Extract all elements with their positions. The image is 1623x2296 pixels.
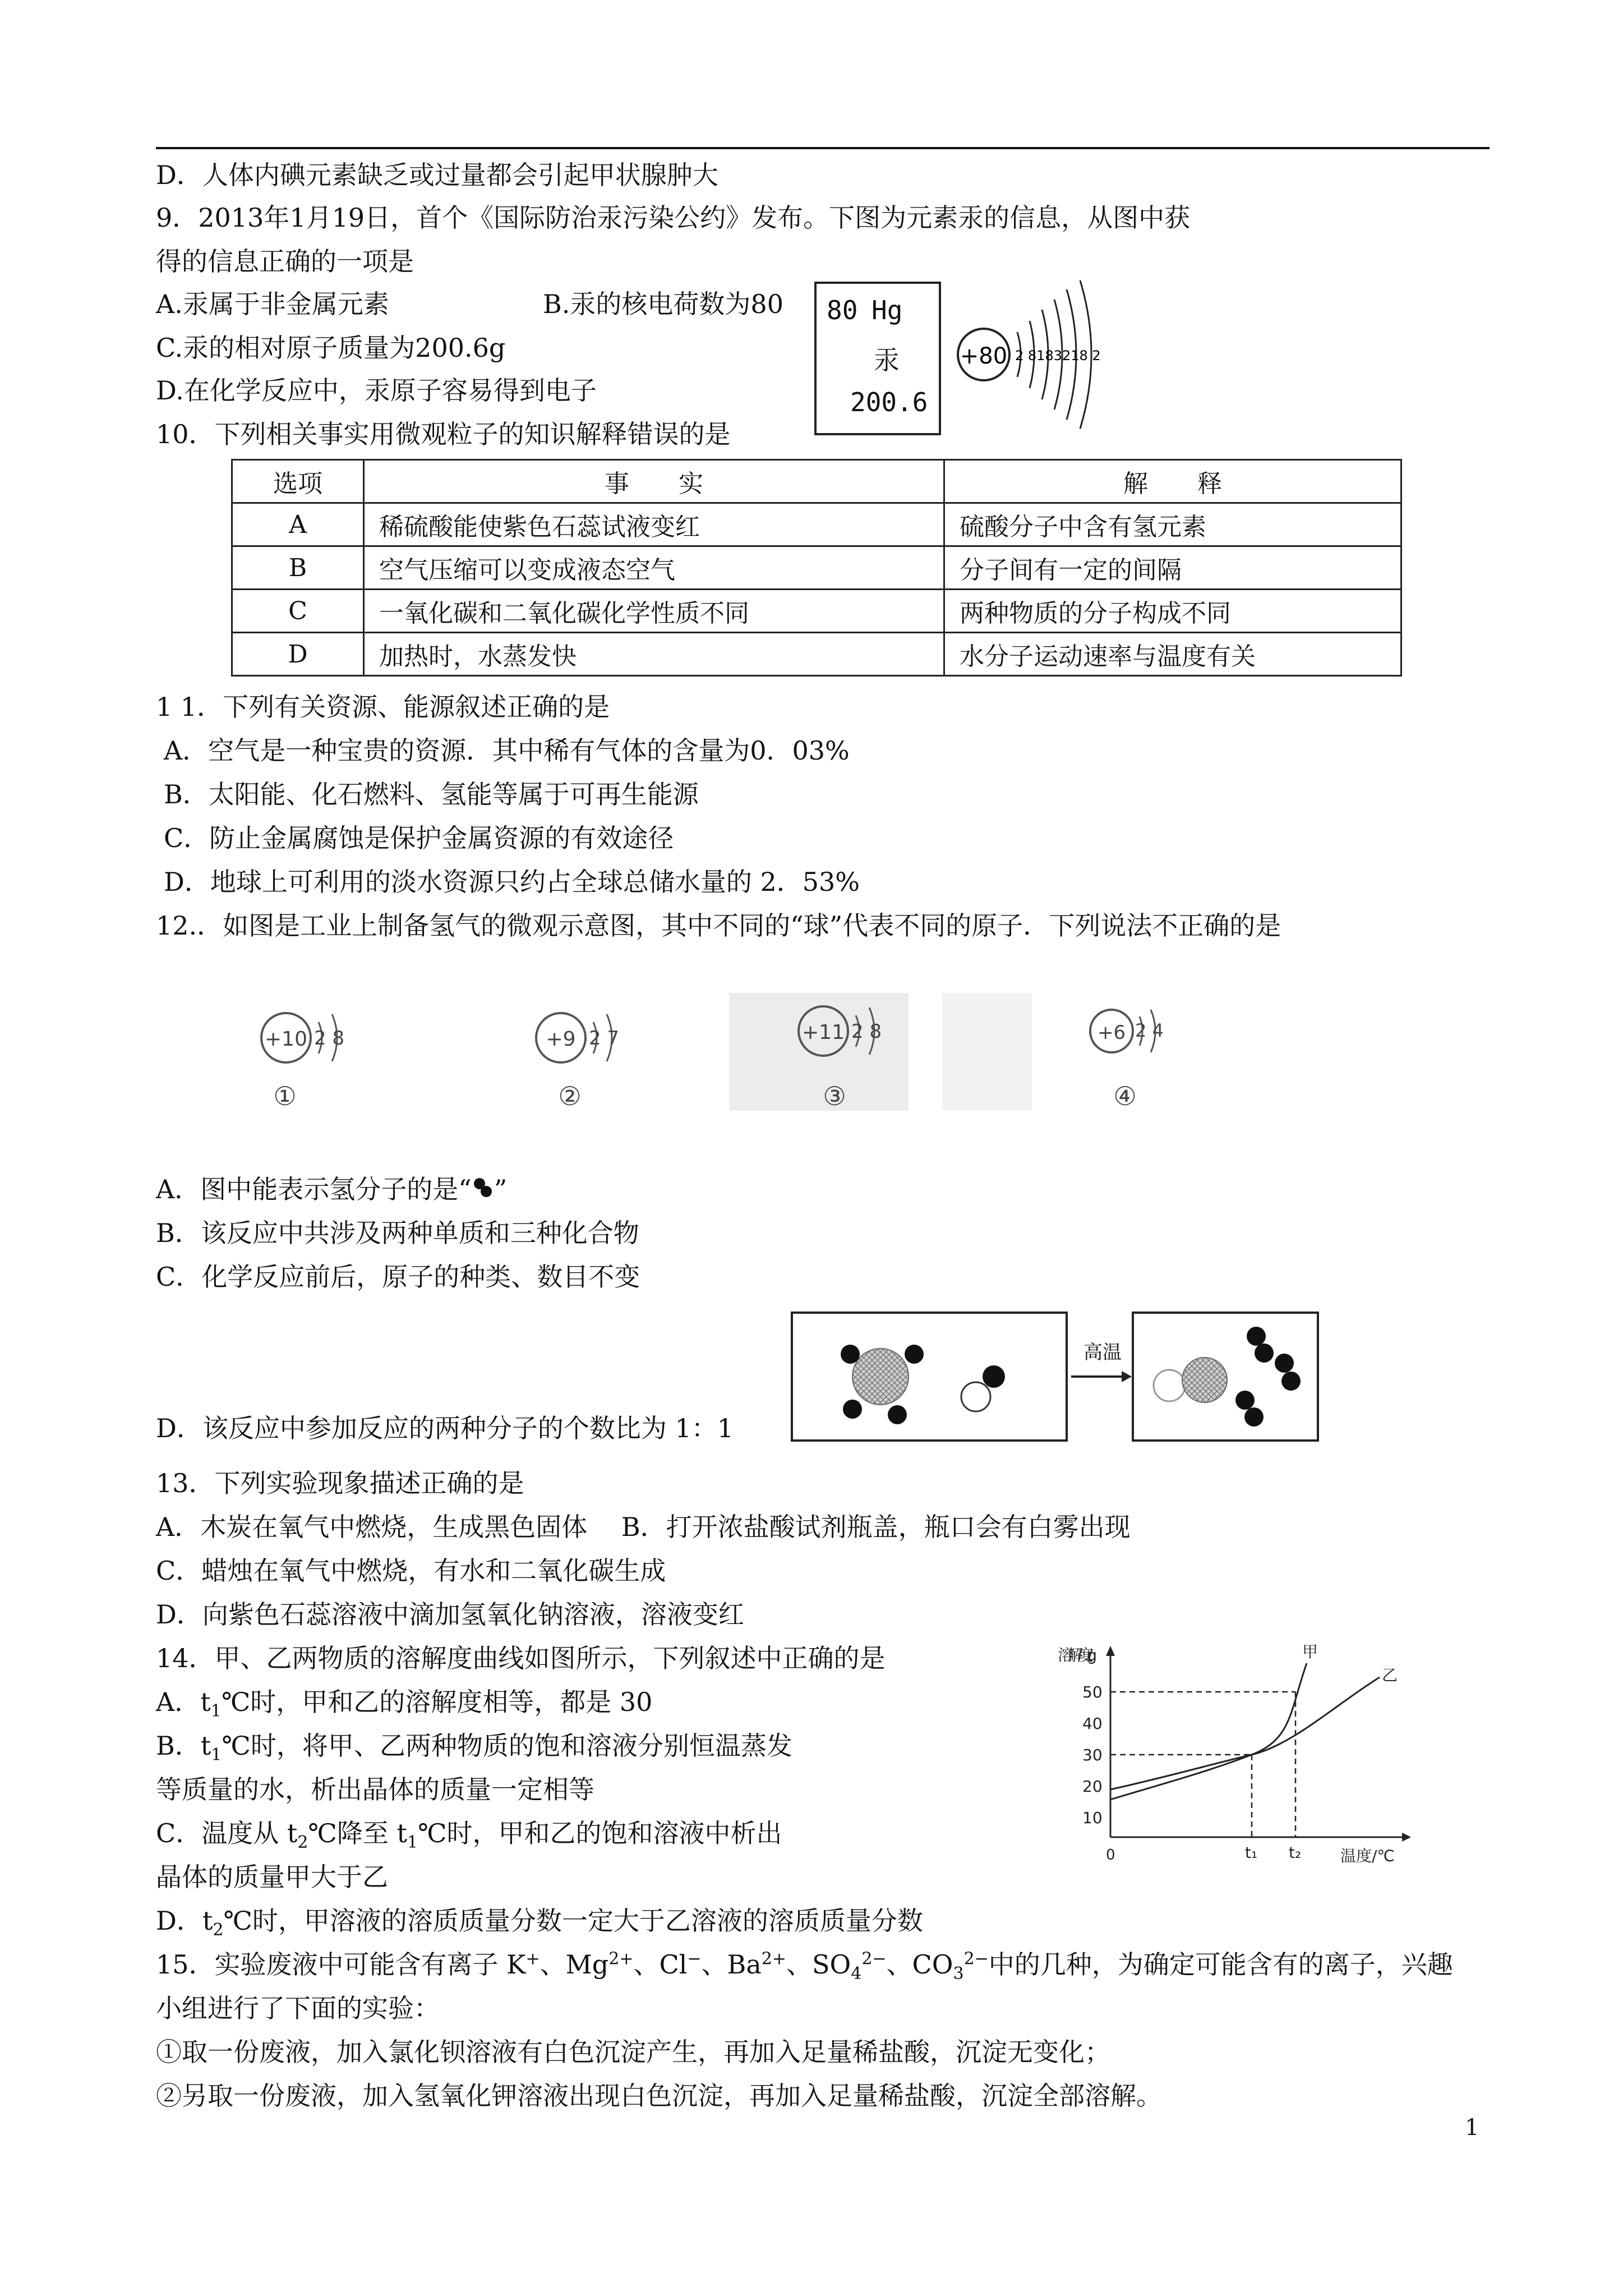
svg-text:+10: +10 — [265, 1028, 307, 1051]
svg-text:①: ① — [273, 1081, 297, 1111]
series-jia-curve — [1110, 1663, 1307, 1800]
q10-table — [231, 459, 1402, 677]
q11-option-a: A．空气是一种宝贵的资源．其中稀有气体的含量为0．03% — [164, 735, 850, 766]
q14-option-c: C．温度从 $t_2℃$降至 $t_1℃$时，甲和乙的饱和溶液中析出 — [156, 1818, 782, 1853]
svg-text:+11: +11 — [802, 1021, 845, 1044]
q9-stem: 9．2013年1月19日，首个《国际防治汞污染公约》发布。下图为元素汞的信息，从图中获 — [156, 203, 1191, 233]
mercury-nucleus-charge: +80 — [960, 343, 1008, 369]
atom-diagram-4 — [1090, 1010, 1164, 1111]
q9-option-c: C.汞的相对原子质量为200.6g — [156, 333, 506, 363]
q13-option-c: C．蜡烛在氧气中燃烧，有水和二氧化碳生成 — [156, 1556, 666, 1586]
table-cell: 空气压缩可以变成液态空气 — [364, 546, 944, 590]
table-cell: 稀硫酸能使紫色石蕊试液变红 — [364, 503, 944, 546]
solubility-curve-chart — [1043, 1638, 1424, 1885]
y-tick-50: 50 — [1082, 1683, 1103, 1701]
table-cell: B — [232, 546, 364, 590]
q14-stem: 14．甲、乙两物质的溶解度曲线如图所示，下列叙述中正确的是 — [156, 1643, 886, 1673]
table-cell: 硫酸分子中含有氢元素 — [944, 503, 1401, 546]
q12-stem: 12.．如图是工业上制备氢气的微观示意图，其中不同的“球”代表不同的原子．下列说法不正确的是 — [156, 910, 1281, 941]
svg-text:+6: +6 — [1097, 1022, 1126, 1044]
table-row — [232, 546, 1401, 590]
table-row — [232, 633, 1401, 676]
series-yi-curve — [1110, 1677, 1380, 1789]
atom-diagram-1 — [261, 1013, 344, 1111]
mercury-shell-electrons: 2 8183218 2 — [1015, 348, 1101, 364]
svg-text:④: ④ — [1113, 1081, 1137, 1111]
series-jia-label: 甲 — [1302, 1642, 1318, 1661]
hydrogen-molecule-icon — [472, 1176, 494, 1200]
y-tick-40: 40 — [1082, 1714, 1103, 1733]
table-row — [232, 590, 1401, 633]
q13-option-ab: A．木炭在氧气中燃烧，生成黑色固体 B．打开浓盐酸试剂瓶盖，瓶口会有白雾出现 — [156, 1512, 1131, 1542]
q11-option-b: B．太阳能、化石燃料、氢能等属于可再生能源 — [164, 779, 699, 809]
q14-option-a: A．$t_1℃$时，甲和乙的溶解度相等，都是 30 — [156, 1687, 653, 1722]
reaction-condition: 高温 — [1083, 1341, 1122, 1364]
q15-step-2: ②另取一份废液，加入氢氧化钾溶液出现白色沉淀，再加入足量稀盐酸，沉淀全部溶解。 — [156, 2081, 1162, 2111]
q14-option-b: B．$t_1℃$时，将甲、乙两种物质的饱和溶液分别恒温蒸发 — [156, 1731, 792, 1765]
y-tick-10: 10 — [1082, 1809, 1103, 1827]
table-header: 事 实 — [364, 460, 944, 503]
q12-option-a-text: A．图中能表示氢分子的是“ — [156, 1174, 472, 1204]
q14-option-c-cont: 晶体的质量甲大于乙 — [156, 1862, 388, 1892]
q9-option-a: A.汞属于非金属元素 — [156, 289, 389, 319]
table-header-row — [232, 460, 1401, 503]
svg-text:②: ② — [558, 1081, 582, 1111]
q15-step-1: ①取一份废液，加入氯化钡溶液有白色沉淀产生，再加入足量稀盐酸，沉淀无变化； — [156, 2037, 1110, 2067]
q12-option-a-close-quote: ” — [494, 1174, 508, 1204]
table-cell: 加热时，水蒸发快 — [364, 633, 944, 676]
svg-text:2 8: 2 8 — [314, 1027, 345, 1050]
q8-option-d: D．人体内碘元素缺乏或过量都会引起甲状腺肿大 — [156, 160, 718, 190]
origin-label: 0 — [1106, 1847, 1115, 1864]
svg-text:2 8: 2 8 — [851, 1020, 882, 1043]
atomic-number: 80 — [827, 295, 858, 325]
q11-stem: 1 1．下列有关资源、能源叙述正确的是 — [156, 692, 610, 722]
series-yi-label: 乙 — [1382, 1666, 1398, 1685]
q14-option-b-cont: 等质量的水，析出晶体的质量一定相等 — [156, 1774, 594, 1805]
table-row — [232, 503, 1401, 546]
x-tick-t1: t₁ — [1245, 1843, 1258, 1862]
y-axis-label: 溶解度/g — [1058, 1646, 1097, 1664]
q9-option-d: D.在化学反应中，汞原子容易得到电子 — [156, 375, 597, 406]
y-axis-arrow-icon — [1106, 1646, 1115, 1656]
mercury-atom-structure — [947, 265, 1115, 433]
x-tick-t2: t₂ — [1289, 1843, 1302, 1862]
q9-option-b: B.汞的核电荷数为80 — [543, 289, 783, 319]
svg-text:2 7: 2 7 — [589, 1027, 620, 1050]
table-cell: A — [232, 503, 364, 546]
page-number: 1 — [1465, 2115, 1479, 2141]
q12-option-a — [156, 1172, 507, 1206]
reaction-micro-diagram — [791, 1307, 1324, 1447]
table-header: 解 释 — [944, 460, 1401, 503]
element-card-mercury — [814, 282, 941, 435]
y-tick-labels — [1082, 1683, 1103, 1827]
svg-text:③: ③ — [823, 1081, 846, 1111]
q11-option-d: D．地球上可利用的淡水资源只约占全球总储水量的 2．53% — [164, 867, 860, 897]
header-rule — [156, 147, 1490, 149]
table-header: 选项 — [232, 460, 364, 503]
x-axis-label: 温度/℃ — [1340, 1847, 1395, 1865]
atom-diagram-2 — [536, 1013, 619, 1111]
q10-stem: 10．下列相关事实用微观粒子的知识解释错误的是 — [156, 419, 731, 449]
q13-stem: 13．下列实验现象描述正确的是 — [156, 1468, 524, 1498]
x-axis-arrow-icon — [1402, 1833, 1411, 1842]
q11-option-c: C．防止金属腐蚀是保护金属资源的有效途径 — [164, 823, 674, 853]
element-name: 汞 — [874, 345, 900, 375]
table-cell: 两种物质的分子构成不同 — [944, 590, 1401, 633]
atom-structure-diagrams — [236, 993, 1189, 1122]
y-tick-30: 30 — [1082, 1746, 1103, 1764]
atomic-mass: 200.6 — [850, 387, 928, 417]
q12-option-c: C．化学反应前后，原子的种类、数目不变 — [156, 1262, 640, 1292]
table-cell: 分子间有一定的间隔 — [944, 546, 1401, 590]
q14-option-d: D．$t_2℃$时，甲溶液的溶质质量分数一定大于乙溶液的溶质质量分数 — [156, 1906, 923, 1940]
q12-option-d: D．该反应中参加反应的两种分子的个数比为 1：1 — [156, 1413, 734, 1443]
q12-option-b: B．该反应中共涉及两种单质和三种化合物 — [156, 1218, 639, 1248]
y-tick-20: 20 — [1082, 1777, 1103, 1796]
svg-text:+9: +9 — [546, 1028, 576, 1051]
table-cell: 水分子运动速率与温度有关 — [944, 633, 1401, 676]
table-cell: 一氧化碳和二氧化碳化学性质不同 — [364, 590, 944, 633]
svg-text:2 4: 2 4 — [1135, 1020, 1164, 1041]
table-cell: D — [232, 633, 364, 676]
q15-stem: 15．实验废液中可能含有离子 K+、$Mg^{2+}$、Cl−、$Ba^{2+}$、$SO_4^{2-}$、$CO_3^{2-}$中的几种，为确定可能含有的离子，兴趣 — [156, 1949, 1453, 1984]
q13-option-d: D．向紫色石蕊溶液中滴加氢氧化钠溶液，溶液变红 — [156, 1599, 744, 1630]
q15-stem-cont: 小组进行了下面的实验： — [156, 1993, 440, 2023]
table-cell: C — [232, 590, 364, 633]
element-symbol: Hg — [872, 295, 903, 325]
q9-stem-cont: 得的信息正确的一项是 — [156, 246, 414, 277]
